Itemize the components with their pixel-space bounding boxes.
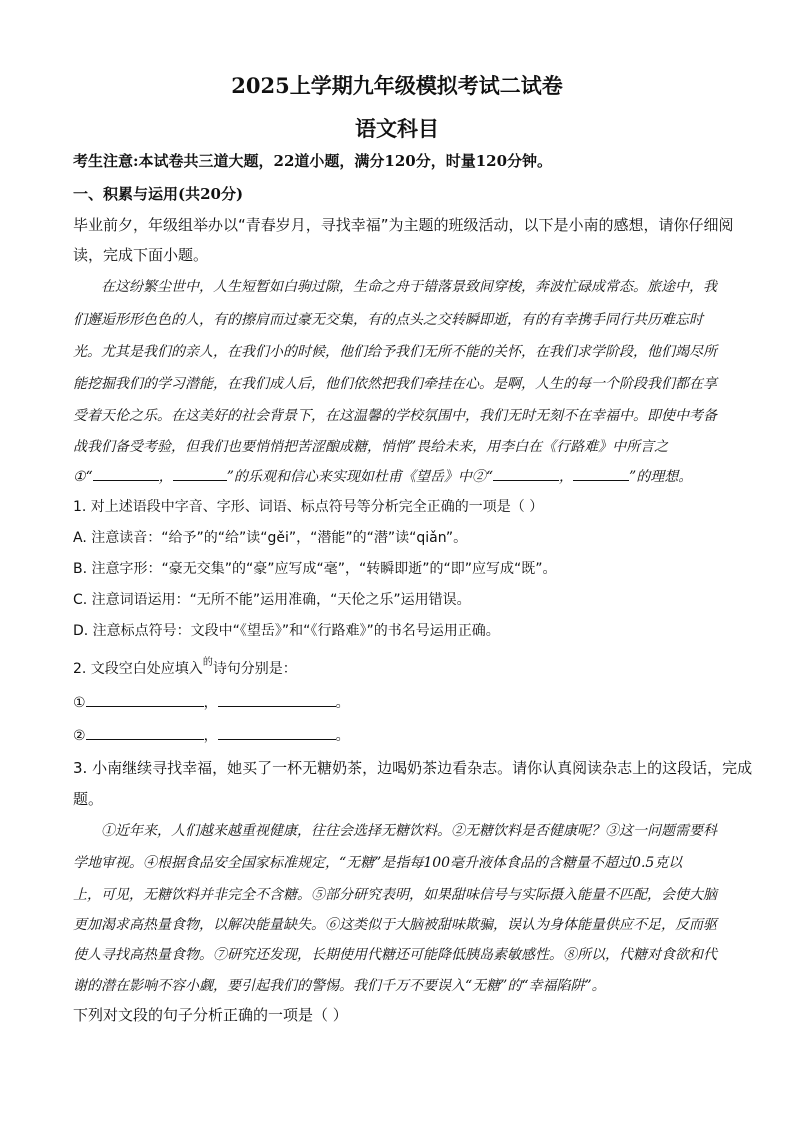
question-2-stem — [73, 658, 297, 678]
passage-line: 光。尤其是我们的亲人，在我们小的时候，他们给予我们无所不能的关怀，在我们求学阶段，他们竭尽所 — [73, 344, 717, 360]
fill-comma: ， — [559, 469, 574, 485]
answer-marker: ② — [73, 728, 86, 744]
question-1-stem: 1. 对上述语段中字音、字形、词语、标点符号等分析完全正确的一项是（ ） — [73, 499, 544, 515]
question-2-stem-b: 诗句分别是： — [212, 661, 297, 677]
section-intro-line-1: 毕业前夕，年级组举办以“青春岁月，寻找幸福”为主题的班级活动，以下是小南的感想，请你仔细阅 — [73, 216, 734, 234]
answer-comma: ， — [203, 728, 218, 744]
question-2-stem-a: 2. 文段空白处应填入 — [73, 661, 203, 677]
answer-marker: ① — [73, 695, 86, 711]
question-2-answer-line-2 — [73, 725, 350, 745]
article-line: 更加渴求高热量食物，以解决能量缺失。⑥这类似于大脑被甜味欺骗，误认为身体能量供应不足，反而驱 — [73, 917, 717, 933]
passage-line: 们邂逅形形色色的人，有的擦肩而过豪无交集，有的点头之交转瞬即逝，有的有幸携手同行共历难忘时 — [73, 312, 703, 328]
fill-middle: ”的乐观和信心来实现如杜甫《望岳》中②“ — [226, 469, 494, 485]
fill-blank[interactable] — [493, 468, 559, 481]
section-heading: 一、积累与运用(共20分) — [73, 185, 244, 203]
article-line: 使人寻找高热量食物。⑦研究还发现，长期使用代糖还可能降低胰岛素敏感性。⑧所以，代糖对食欲和代 — [73, 947, 717, 963]
article-line: 谢的潜在影响不容小觑，要引起我们的警惕。我们千万不要误入“无糖”的“幸福陷阱”。 — [73, 978, 606, 994]
answer-blank[interactable] — [86, 694, 204, 707]
question-3-stem-line-1: 3. 小南继续寻找幸福，她买了一杯无糖奶茶，边喝奶茶边看杂志。请你认真阅读杂志上的这段话，完成 — [73, 759, 753, 777]
question-2-stem-sup: 的 — [202, 657, 213, 668]
answer-blank[interactable] — [218, 694, 336, 707]
article-line: 学地审视。④根据食品安全国家标准规定，“无糖”是指每100毫升液体食品的含糖量不超过0.5克以 — [73, 855, 683, 871]
section-intro-line-2: 读，完成下面小题。 — [73, 246, 209, 264]
answer-blank[interactable] — [86, 727, 204, 740]
exam-notice: 考生注意:本试卷共三道大题，22道小题，满分120分，时量120分钟。 — [73, 152, 553, 170]
fill-blank[interactable] — [173, 468, 227, 481]
passage-line: 受着天伦之乐。在这美好的社会背景下，在这温馨的学校氛围中，我们无时无刻不在幸福中。即使中考备 — [73, 408, 717, 424]
answer-period: 。 — [335, 728, 350, 744]
passage-line: 在这纷繁尘世中，人生短暂如白驹过隙，生命之舟于错落景致间穿梭，奔波忙碌成常态。旅途中，我 — [101, 279, 717, 295]
passage-fill-line — [73, 466, 692, 486]
passage-line: 能挖掘我们的学习潜能，在我们成人后，他们依然把我们牵挂在心。是啊，人生的每一个阶段我们都在享 — [73, 376, 717, 392]
question-3-stem-line-2: 题。 — [73, 790, 104, 808]
article-line: ①近年来，人们越来越重视健康，往往会选择无糖饮料。②无糖饮料是否健康呢？③这一问题需要科 — [101, 823, 717, 839]
article-line: 上，可见，无糖饮料并非完全不含糖。⑤部分研究表明，如果甜味信号与实际摄入能量不匹配，会使大脑 — [73, 887, 717, 903]
answer-blank[interactable] — [218, 727, 336, 740]
option-a[interactable]: A. 注意读音：“给予”的“给”读“gěi”，“潜能”的“潜”读“qiǎn”。 — [73, 530, 468, 546]
option-d[interactable]: D. 注意标点符号：文段中“《望岳》”和“《行路难》”的书名号运用正确。 — [73, 623, 500, 639]
fill-prefix: ①“ — [73, 469, 93, 485]
option-c[interactable]: C. 注意词语运用：“无所不能”运用准确，“天伦之乐”运用错误。 — [73, 592, 471, 608]
question-3-prompt: 下列对文段的句子分析正确的一项是（ ） — [73, 1006, 348, 1024]
option-b[interactable]: B. 注意字形：“豪无交集”的“豪”应写成“毫”，“转瞬即逝”的“即”应写成“既”。 — [73, 561, 557, 577]
fill-comma: ， — [158, 469, 173, 485]
fill-suffix: ”的理想。 — [629, 469, 693, 485]
fill-blank[interactable] — [573, 468, 629, 481]
exam-title: 2025上学期九年级模拟考试二试卷 — [231, 73, 563, 98]
answer-comma: ， — [203, 695, 218, 711]
answer-period: 。 — [335, 695, 350, 711]
subject-title: 语文科目 — [355, 116, 439, 141]
question-2-answer-line-1 — [73, 692, 350, 712]
passage-line: 战我们备受考验，但我们也要悄悄把苦涩酿成糖，悄悄”畏给未来，用李白在《行路难》中所言之 — [73, 439, 669, 455]
fill-blank[interactable] — [93, 468, 159, 481]
